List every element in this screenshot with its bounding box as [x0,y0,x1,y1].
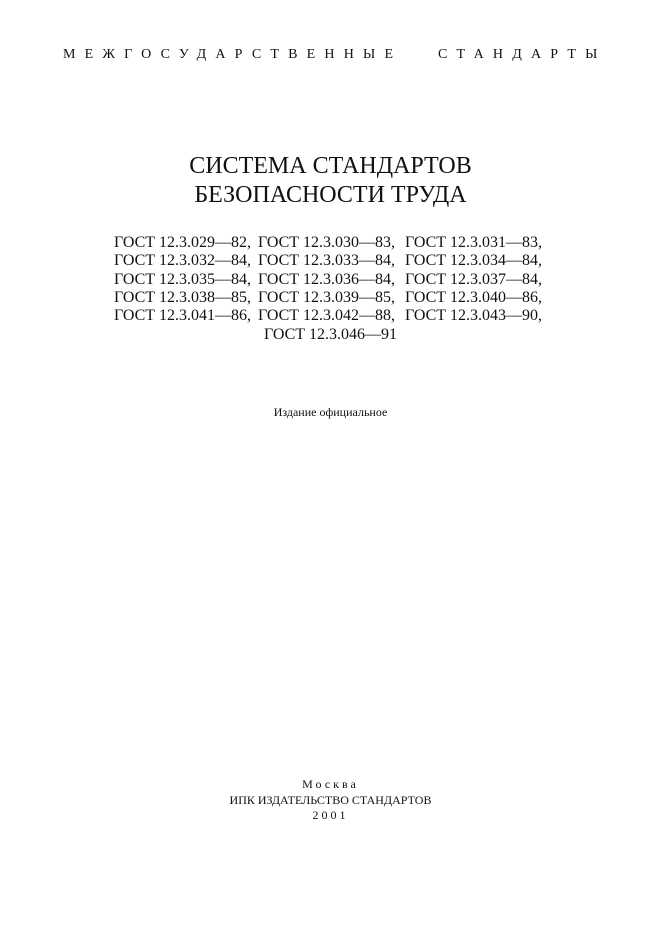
standards-row [114,234,555,252]
standard-item: ГОСТ 12.3.033—84, [258,252,396,270]
standard-item-last: ГОСТ 12.3.046—91 [263,326,398,343]
title-line-1: СИСТЕМА СТАНДАРТОВ [189,153,472,179]
standard-item: ГОСТ 12.3.038—85, [114,288,252,306]
standard-item: ГОСТ 12.3.037—84, [405,270,543,288]
standard-item: ГОСТ 12.3.030—83, [258,234,396,251]
series-header-left: МЕЖГОСУДАРСТВЕННЫЕ [63,47,403,62]
standard-item: ГОСТ 12.3.042—88, [258,307,396,325]
standards-row [114,271,555,289]
standard-item: ГОСТ 12.3.040—86, [405,288,543,306]
standard-item: ГОСТ 12.3.036—84, [258,270,396,288]
standard-item: ГОСТ 12.3.032—84, [114,252,252,270]
standard-item: ГОСТ 12.3.034—84, [405,252,543,270]
imprint-city: Москва [302,777,359,791]
standards-row [114,289,555,307]
standard-item: ГОСТ 12.3.041—86, [114,307,252,325]
standard-item: ГОСТ 12.3.031—83, [405,234,543,251]
standard-item: ГОСТ 12.3.043—90, [405,307,543,325]
title-line-2: БЕЗОПАСНОСТИ ТРУДА [194,182,467,208]
series-header-right: СТАНДАРТЫ [438,47,607,62]
standard-item: ГОСТ 12.3.039—85, [258,288,396,306]
document-title [0,152,661,210]
standard-item: ГОСТ 12.3.035—84, [114,270,252,288]
standard-item: ГОСТ 12.3.029—82, [114,234,252,251]
standards-row [114,252,555,270]
standards-list [114,234,555,325]
imprint-year: 2001 [312,808,349,822]
imprint-publisher: ИПК ИЗДАТЕЛЬСТВО СТАНДАРТОВ [229,793,432,807]
edition-note: Издание официальное [273,405,388,419]
standards-row [114,307,555,325]
